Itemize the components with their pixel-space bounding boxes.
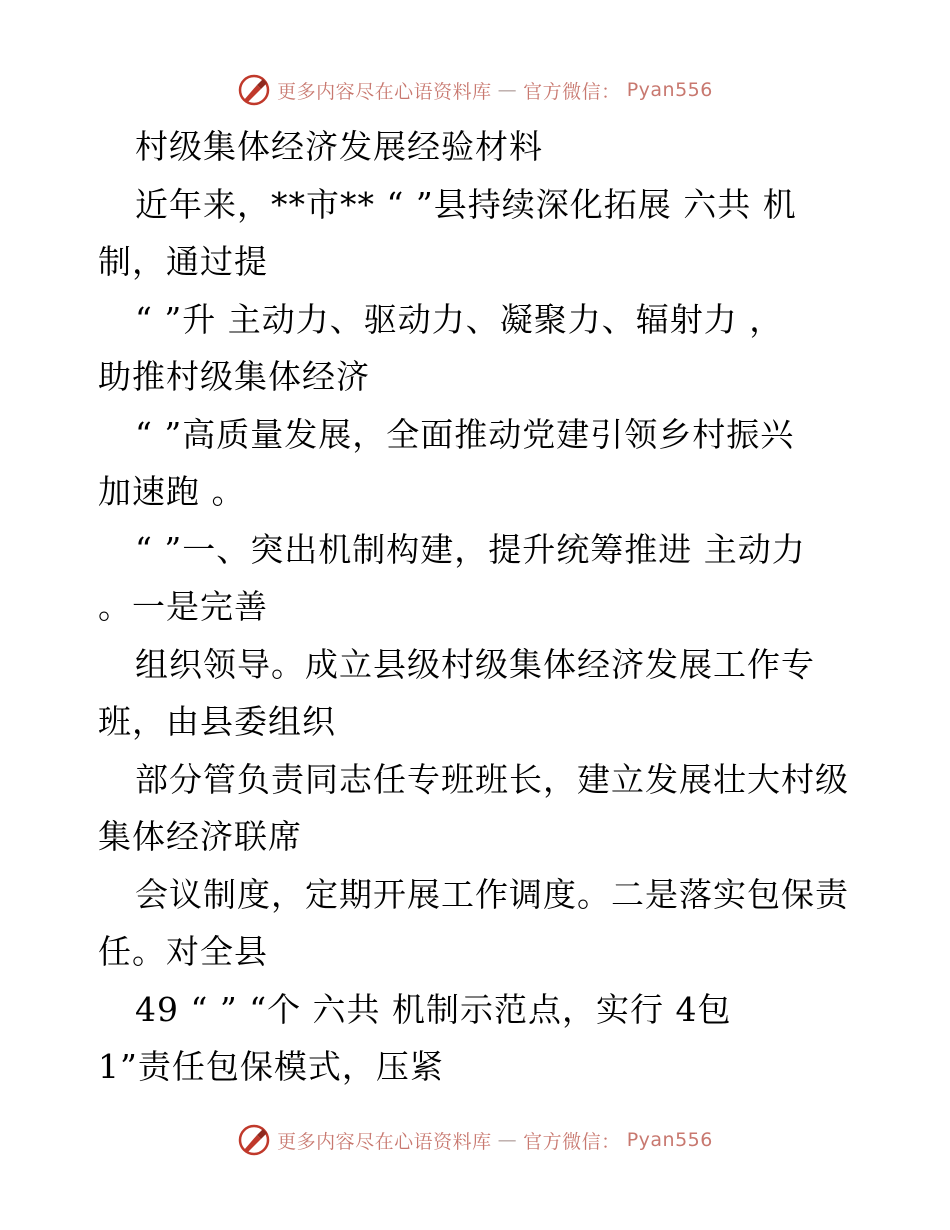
text-line: 集体经济联席 xyxy=(98,817,302,856)
text-line: 助推村级集体经济 xyxy=(98,357,370,396)
watermark-separator: — xyxy=(497,1129,518,1151)
text-line: 近年来，**市** “ ”县持续深化拓展 六共 机 xyxy=(135,184,797,224)
text-line: 会议制度，定期开展工作调度。二是落实包保责 xyxy=(135,874,849,914)
text-line: 。一是完善 xyxy=(98,587,268,626)
text-line: 班，由县委组织 xyxy=(98,702,336,741)
text-line: 1”责任包保模式，压紧 xyxy=(98,1047,444,1086)
text-line: 任。对全县 xyxy=(98,932,268,971)
watermark-separator: — xyxy=(497,79,518,101)
watermark-main-text: 更多内容尽在心语资料库 xyxy=(277,1130,492,1153)
section-heading-line: “ ”一、突出机制构建，提升统筹推进 主动力 xyxy=(135,529,806,569)
watermark-sub-text: 官方微信： xyxy=(523,1130,621,1153)
pen-nib-circle-icon xyxy=(237,73,271,107)
text-line: 加速跑 。 xyxy=(98,472,246,511)
watermark-main-text: 更多内容尽在心语资料库 xyxy=(277,80,492,103)
text-line: 组织领导。成立县级村级集体经济发展工作专 xyxy=(135,644,815,684)
header-watermark xyxy=(0,72,950,108)
footer-watermark xyxy=(0,1122,950,1158)
text-line: 部分管负责同志任专班班长，建立发展壮大村级 xyxy=(135,759,849,799)
text-line: 49 “ ” “个 六共 机制示范点，实行 4包 xyxy=(135,989,732,1029)
watermark-id: Pyan556 xyxy=(626,1129,713,1151)
document-title: 村级集体经济发展经验材料 xyxy=(135,127,543,166)
watermark-id: Pyan556 xyxy=(626,79,713,101)
text-line: 制，通过提 xyxy=(98,242,268,281)
text-line: “ ”高质量发展，全面推动党建引领乡村振兴 xyxy=(135,414,795,454)
pen-nib-circle-icon xyxy=(237,1123,271,1157)
text-line: “ ”升 主动力、驱动力、凝聚力、辐射力 ， xyxy=(135,299,784,339)
document-body xyxy=(98,118,858,1096)
watermark-sub-text: 官方微信： xyxy=(523,80,621,103)
